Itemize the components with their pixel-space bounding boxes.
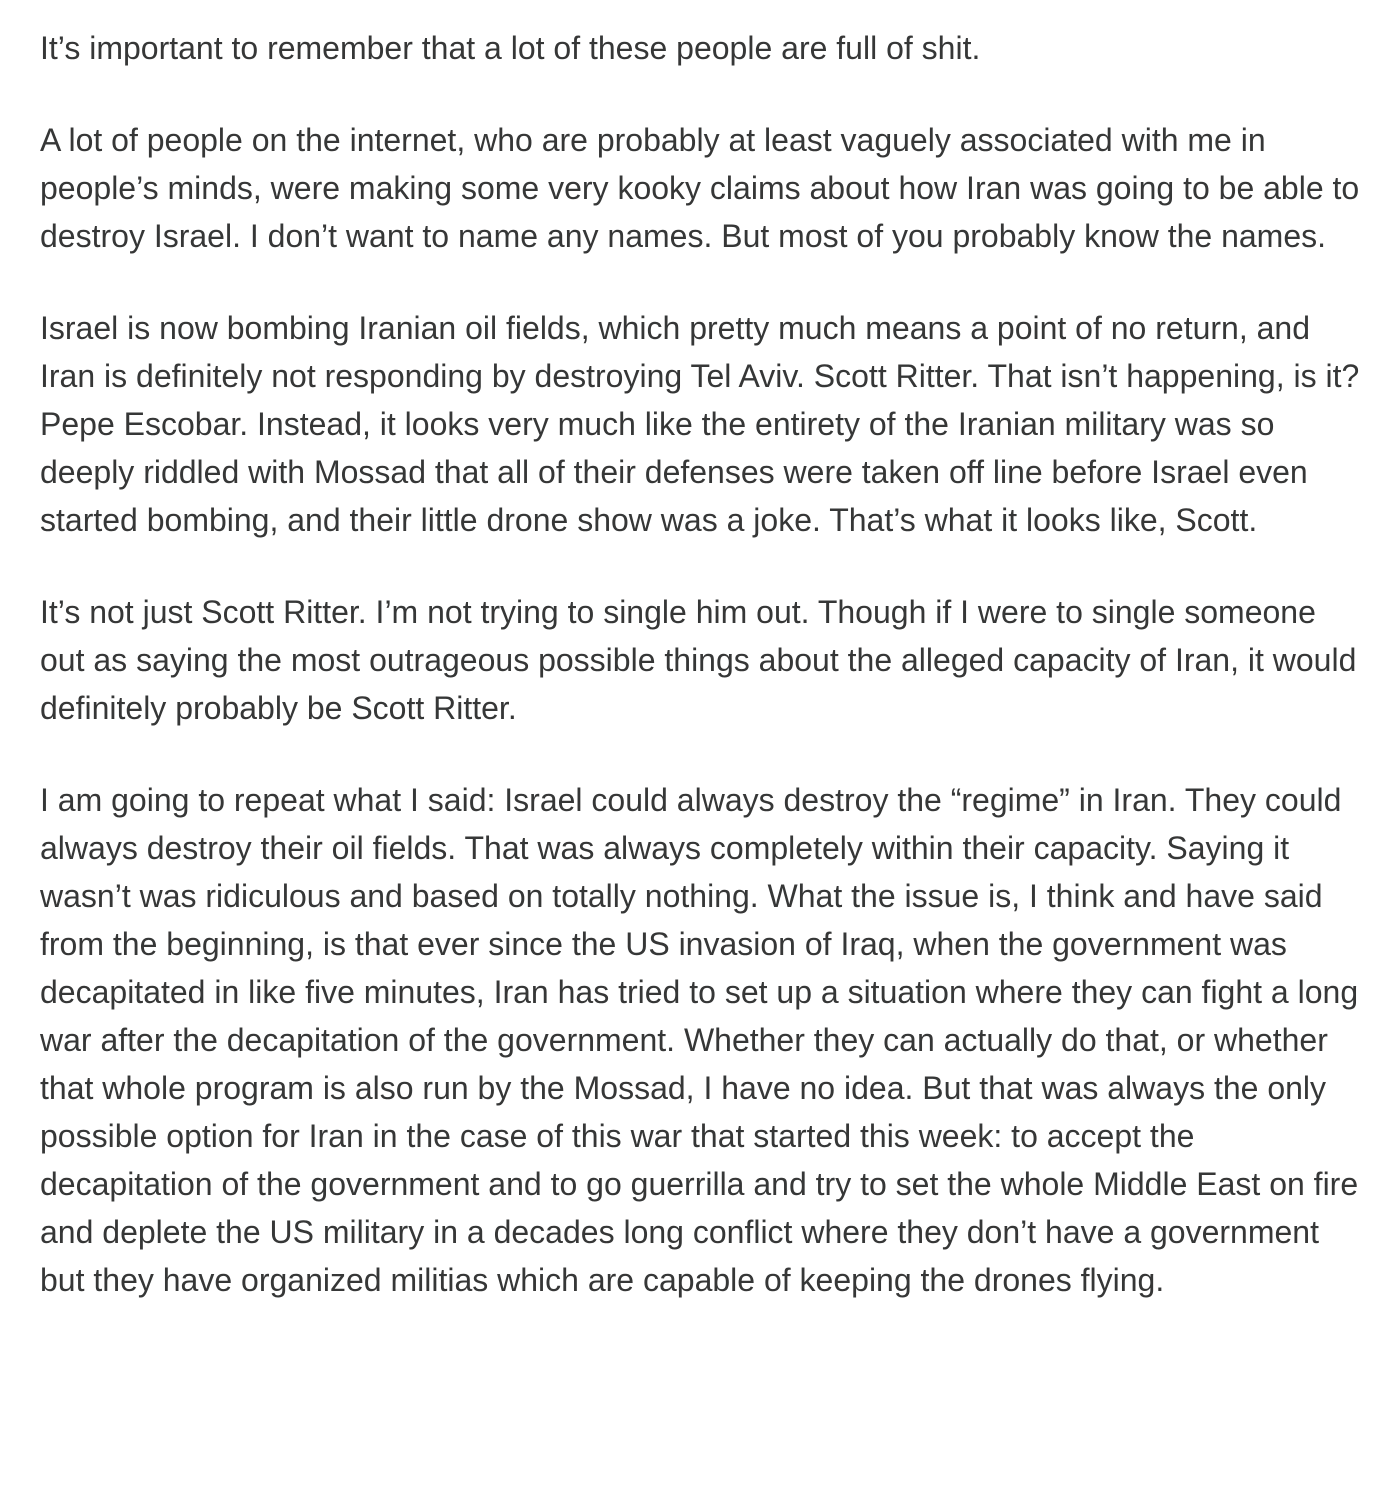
paragraph-5: I am going to repeat what I said: Israel could always destroy the “regime” in Iran. They could always destroy their oil fields. That was always completely within their capacity. Saying it wasn’t was ridiculous and based on totally nothing. What the issue is, I think and have said from the beginning, is that ever since the US invasion of Iraq, when the government was decapitated in like five minutes, Iran has tried to set up a situation where they can fight a long war after the decapitation of the government. Whether they can actually do that, or whether that whole program is also run by the Mossad, I have no idea. But that was always the only possible option for Iran in the case of this war that started this week: to accept the decapitation of the government and to go guerrilla and try to set the whole Middle East on fire and deplete the US military in a decades long conflict where they don’t have a government but they have organized militias which are capable of keeping the drones flying. xyxy=(40,782,1359,1298)
paragraph-4: It’s not just Scott Ritter. I’m not trying to single him out. Though if I were to single someone out as saying the most outrageous possible things about the alleged capacity of Iran, it would definitely probably be Scott Ritter. xyxy=(40,594,1357,726)
paragraph-2: A lot of people on the internet, who are probably at least vaguely associated with me in people’s minds, were making some very kooky claims about how Iran was going to be able to destroy Israel. I don’t want to name any names. But most of you probably know the names. xyxy=(40,122,1360,254)
paragraph-3: Israel is now bombing Iranian oil fields, which pretty much means a point of no return, and Iran is definitely not responding by destroying Tel Aviv. Scott Ritter. That isn’t happening, is it? Pepe Escobar. Instead, it looks very much like the entirety of the Iranian military was so deeply riddled with Mossad that all of their defenses were taken off line before Israel even started bombing, and their little drone show was a joke. That’s what it looks like, Scott. xyxy=(40,310,1360,538)
paragraph-1: It’s important to remember that a lot of these people are full of shit. xyxy=(40,30,981,66)
